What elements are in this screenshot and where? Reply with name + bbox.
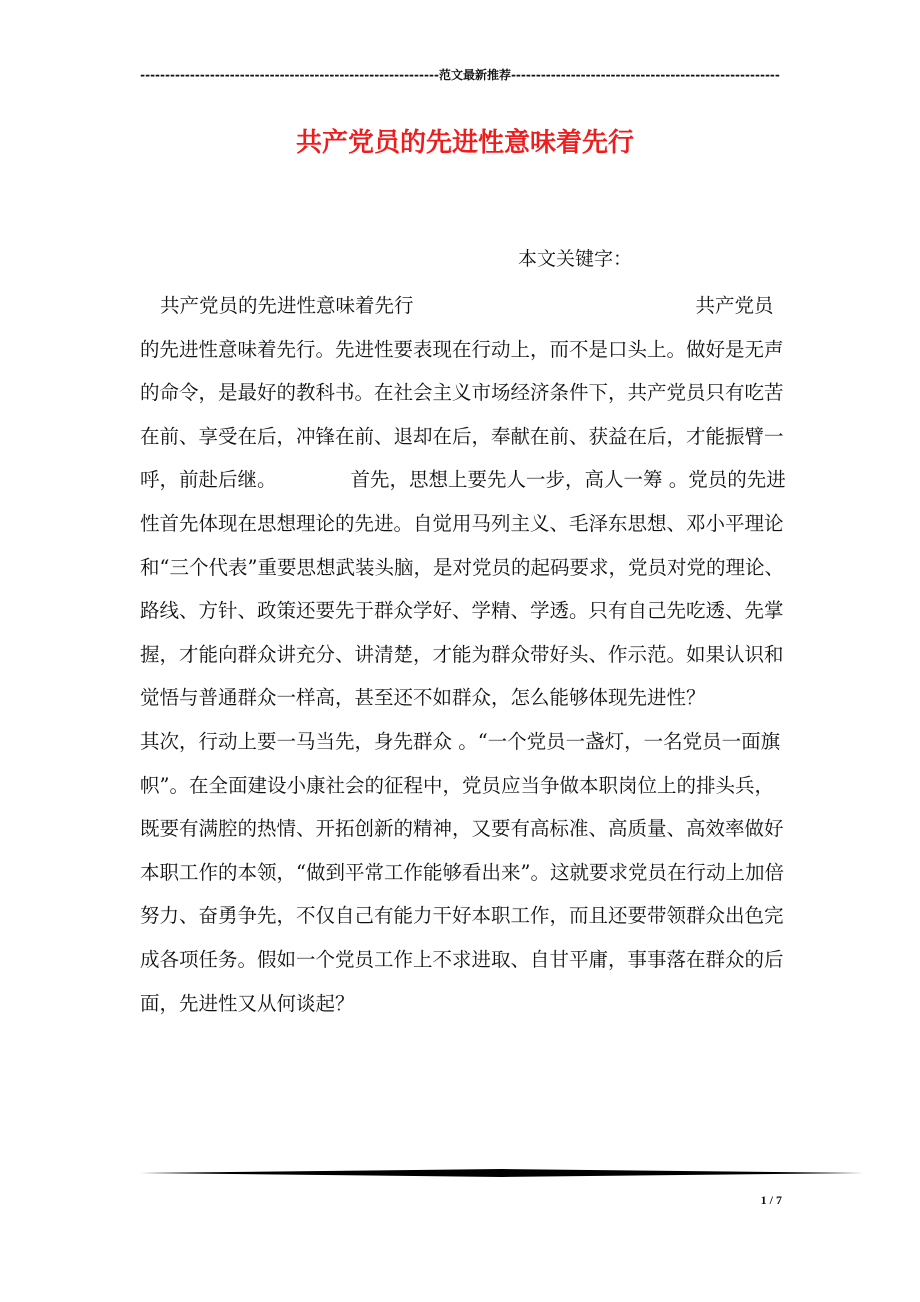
footer-rule — [140, 1168, 864, 1178]
body-paragraph — [140, 284, 790, 1025]
body-seg-3: 首先，思想上要先人一步，高人一筹 。党员的先进性首先体现在思想理论的先进。自觉用马列主义、毛泽东思想、邓小平理论和“三个代表”重要思想武装头脑，是对党员的起码要求，党员对党的理论、路线、方针、政策还要先于群众学好、学精、学透。只有自己先吃透、先掌握，才能向群众讲充分、讲清楚，才能为群众带好头、作示范。如果认识和觉悟与普通群众一样高，甚至还不如群众，怎么能够体现先进性？ — [140, 468, 786, 710]
document-title: 共产党员的先进性意味着先行 — [295, 128, 634, 158]
body-seg-4: 其次，行动上要一马当先，身先群众 。“一个党员一盏灯，一名党员一面旗帜”。在全面建设小康社会的征程中，党员应当争做本职岗位上的排头兵，既要有满腔的热情、开拓创新的精神，又要有高标准、高质量、高效率做好本职工作的本领，“做到平常工作能够看出来”。这就要求党员在行动上加倍努力、奋勇争先，不仅自己有能力干好本职工作，而且还要带领群众出色完成各项任务。假如一个党员工作上不求进取、自甘平庸，事事落在群众的后面，先进性又从何谈起？ — [140, 729, 784, 1015]
header-banner: ------------------------------------------------------------范文最新推荐------------------------------------------------------ — [140, 68, 780, 82]
body-text — [140, 284, 790, 1025]
body-seg-1: 共产党员的先进性意味着先行 — [160, 294, 414, 317]
page-number: 1 / 7 — [760, 1193, 782, 1207]
keywords-label: 本文关键字： — [518, 248, 633, 270]
body-seg-2: 共产党员的先进性意味着先行。先进性要表现在行动上，而不是口头上。做好是无声的命令，是最好的教科书。在社会主义市场经济条件下，共产党员只有吃苦在前、享受在后，冲锋在前、退却在后，奉献在前、获益在后，才能振臂一呼，前赴后继。 — [140, 294, 784, 492]
